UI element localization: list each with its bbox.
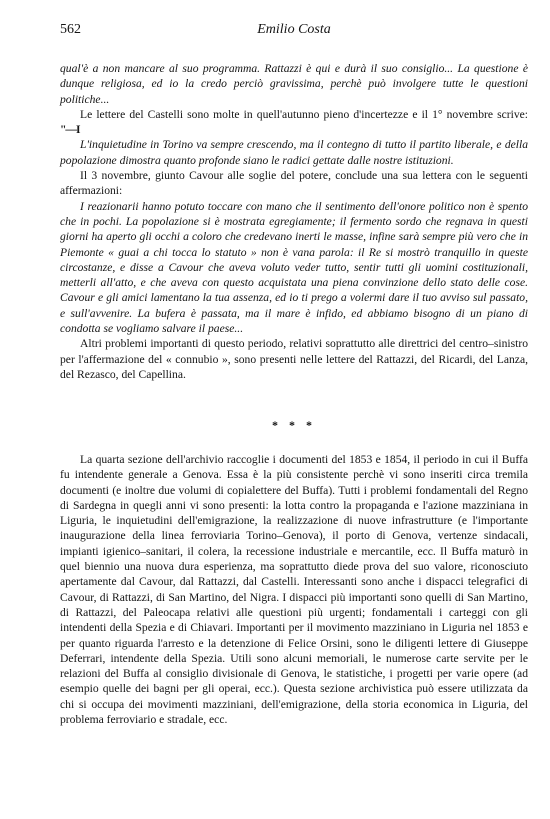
quote-castelli: L'inquietudine in Torino va sempre crescendo, ma il contegno di tutto il partito liberale, e della popolazione dimostra quanto profonde siano le radici gettate dalle nostre istituzioni. [60,138,528,167]
handwritten-mark: "—I [60,123,80,137]
section-fourth [60,452,528,727]
paragraph-cavour: Il 3 novembre, giunto Cavour alle soglie del potere, conclude una sua lettera con le seguenti affermazioni: [60,169,528,198]
page-header [60,20,528,40]
section-separator: * * * [272,418,316,432]
running-head-author: Emilio Costa [257,22,331,37]
paragraph-castelli [60,107,528,138]
quote-cavour: I reazionarii hanno potuto toccare con mano che il sentimento dell'onore politico non è spento che in pochi. La popolazione si è mostrata egregiamente; il fermento sordo che regnava in questi giorni ha aperto gli occhi a coloro che credevano inerti le masse, infine sarà sempre più vero che in Piemonte « guai a chi tocca lo statuto » non è vana parola: il Re si mostrò tranquillo in queste circostanze, e disse a Cavour che aveva voluto veder tutto, sentir tutti gli uomini costituzionali, metterli all'atto, e che aveva con questo acquistata una piena convinzione dello stato delle cose. Cavour e gli amici lamentano la tua assenza, ed io ti prego a volermi dare il tuo avviso sul passato, e sull'avvenire. La bufera è passata, ma il mare è infido, ed abbiamo bisogno di un piano di condotta se vogliamo salvare il paese... [60,199,528,336]
paragraph-castelli-text: Le lettere del Castelli sono molte in quell'autunno pieno d'incertezze e il 1° novembre scrive: [80,107,528,121]
paragraph-other-problems: Altri problemi importanti di questo periodo, relativi soprattutto alle direttrici del centro–sinistro per l'affermazione del « connubio », sono presenti nelle lettere del Rattazzi, del Ricardi, del Lanza, del Rezasco, del Capellina. [60,337,528,381]
quote-continuation: qual'è a non mancare al suo programma. Rattazzi è qui e durà il suo consiglio... La questione è dunque religiosa, ed io la credo perciò gravissima, perchè può involgere tutte le questioni politiche... [60,62,528,106]
section-letters [60,61,528,382]
page-number: 562 [60,22,81,37]
paragraph-fourth-section: La quarta sezione dell'archivio raccoglie i documenti del 1853 e 1854, il periodo in cui il Buffa fu intendente generale a Genova. Essa è la più consistente perchè vi sono inseriti circa tremila documenti (e inoltre due volumi di copialettere del Buffa). Tutti i problemi fondamentali del Regno di Sardegna in quegli anni vi sono presenti: la lotta contro la propaganda e l'azione mazziniana in Liguria, le inquietudini dell'emigrazione, la realizzazione di nuove infrastrutture (e l'importante inaugurazione della linea ferroviaria Torino–Genova), il porto di Genova, vertenze sindacali, impianti igienico–sanitari, il colera, la recessione industriale e mercantile, ecc. Il Buffa maturò in quel biennio una nuova dura esperienza, ma soprattutto diede prova del suo valore, riconosciuto apertamente dal Cavour, dal Rattazzi, dal Castelli. Interessanti sono anche i dispacci telegrafici di Cavour, di Rattazzi, di San Martino, del Nigra. I dispacci più importanti sono quelli di San Martino, di Rattazzi, del Paleocapa relativi alle questioni più urgenti; fondamentali i carteggi con gli intendenti della Spezia e di Chiavari. Importanti per il movimento mazziniano in Liguria nel 1853 e per quanto riguarda l'arresto e la detenzione di Felice Orsini, sono le diligenti lettere di Giuseppe Deferrari, intendente della Spezia. Utili sono alcuni memoriali, le numerose carte servite per le relazioni del Buffa al consiglio divisionale di Genova, le statistiche, i progetti per varie opere (ad esempio quelle dei bagni per gli operai, ecc.). Questa sezione archivistica può essere utilizzata da chi si occupa dei movimenti mazziniani, dell'emigrazione, della storia economica in Liguria, del problema ferroviario e stradale, ecc. [60,453,528,727]
